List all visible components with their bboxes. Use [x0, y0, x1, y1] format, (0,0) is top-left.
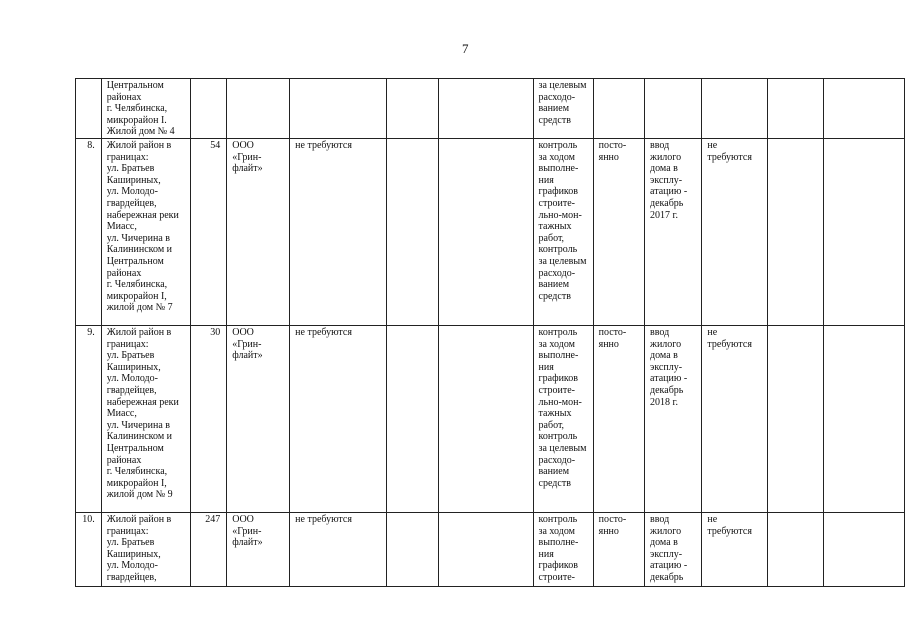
frequency-cell — [593, 79, 644, 139]
capacity-cell: 247 — [190, 512, 226, 586]
capacity-cell: 54 — [190, 138, 226, 325]
object-cell: Центральном районах г. Челябинска, микрорайон I. Жилой дом № 4 — [101, 79, 190, 139]
frequency-cell: посто- янно — [593, 512, 644, 586]
control-cell: контроль за ходом выполне- ния графиков строите- льно-мон- тажных работ, контроль за целевым расходо- ванием средств — [533, 325, 593, 512]
control-cell: контроль за ходом выполне- ния графиков строите- льно-мон- тажных работ, контроль за целевым расходо- ванием средств — [533, 138, 593, 325]
table-row — [76, 79, 905, 139]
blank-cell — [386, 138, 439, 325]
blank-cell — [386, 512, 439, 586]
blank-cell — [824, 325, 905, 512]
capacity-cell — [190, 79, 226, 139]
row-number: 8. — [76, 138, 102, 325]
deadline-cell: ввод жилого дома в эксплу- атацию - декабрь 2018 г. — [645, 325, 702, 512]
capacity-cell: 30 — [190, 325, 226, 512]
blank-cell — [824, 79, 905, 139]
land-cell: не требуются — [290, 138, 387, 325]
blank-cell — [439, 138, 533, 325]
resources-cell: не требуются — [702, 325, 768, 512]
deadline-cell — [645, 79, 702, 139]
object-cell: Жилой район в границах: ул. Братьев Кашириных, ул. Молодо- гвардейцев, — [101, 512, 190, 586]
deadline-cell: ввод жилого дома в эксплу- атацию - декабрь — [645, 512, 702, 586]
blank-cell — [824, 138, 905, 325]
blank-cell — [768, 325, 824, 512]
frequency-cell: посто- янно — [593, 138, 644, 325]
blank-cell — [439, 512, 533, 586]
table-row — [76, 512, 905, 586]
land-cell: не требуются — [290, 325, 387, 512]
blank-cell — [768, 79, 824, 139]
row-number: 10. — [76, 512, 102, 586]
control-cell: контроль за ходом выполне- ния графиков строите- — [533, 512, 593, 586]
blank-cell — [386, 325, 439, 512]
developer-cell: ООО «Грин- флайт» — [227, 138, 290, 325]
blank-cell — [439, 325, 533, 512]
page-number: 7 — [462, 41, 469, 56]
table-row — [76, 325, 905, 512]
land-cell: не требуются — [290, 512, 387, 586]
developer-cell: ООО «Грин- флайт» — [227, 325, 290, 512]
blank-cell — [768, 138, 824, 325]
object-cell: Жилой район в границах: ул. Братьев Кашириных, ул. Молодо- гвардейцев, набережная реки Миасс, ул. Чичерина в Калининском и Центральном районах г. Челябинска, микрорайон I, жилой дом № 9 — [101, 325, 190, 512]
land-cell — [290, 79, 387, 139]
control-cell: за целевым расходо- ванием средств — [533, 79, 593, 139]
resources-cell — [702, 79, 768, 139]
object-cell: Жилой район в границах: ул. Братьев Кашириных, ул. Молодо- гвардейцев, набережная реки Миасс, ул. Чичерина в Калининском и Центральном районах г. Челябинска, микрорайон I, жилой дом № 7 — [101, 138, 190, 325]
row-number — [76, 79, 102, 139]
table-row — [76, 138, 905, 325]
deadline-cell: ввод жилого дома в эксплу- атацию - декабрь 2017 г. — [645, 138, 702, 325]
frequency-cell: посто- янно — [593, 325, 644, 512]
developer-cell: ООО «Грин- флайт» — [227, 512, 290, 586]
resources-cell: не требуются — [702, 512, 768, 586]
blank-cell — [439, 79, 533, 139]
plan-table — [75, 78, 905, 587]
blank-cell — [768, 512, 824, 586]
row-number: 9. — [76, 325, 102, 512]
blank-cell — [824, 512, 905, 586]
blank-cell — [386, 79, 439, 139]
resources-cell: не требуются — [702, 138, 768, 325]
developer-cell — [227, 79, 290, 139]
